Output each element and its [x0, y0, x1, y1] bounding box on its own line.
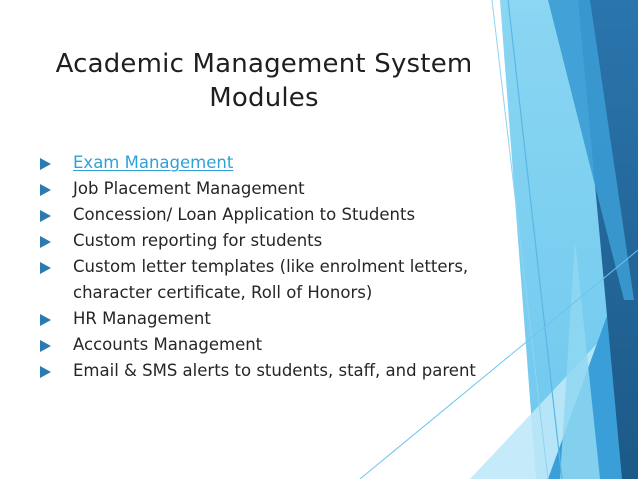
exam-management-link[interactable]: Exam Management [73, 153, 234, 172]
slide-title-line-1: Academic Management System [55, 49, 473, 79]
slide-title [40, 47, 488, 115]
bullet-item-accounts-management [40, 332, 480, 358]
bullet-text: Email & SMS alerts to students, staff, and parent [73, 361, 476, 380]
bullet-item-custom-reporting [40, 228, 480, 254]
bullet-arrow-icon [40, 210, 51, 222]
bullet-item-exam-management[interactable] [40, 150, 480, 176]
bullet-text: Custom reporting for students [73, 231, 323, 250]
bullet-text-line-1: Custom letter templates (like enrolment letters, [73, 257, 469, 276]
bullet-item-concession-loan [40, 202, 480, 228]
slide-title-line-2: Modules [209, 83, 319, 113]
bullet-arrow-icon [40, 158, 51, 170]
bullet-text: Accounts Management [73, 335, 263, 354]
bullet-arrow-icon [40, 184, 51, 196]
bullet-arrow-icon [40, 366, 51, 378]
bullet-item-job-placement [40, 176, 480, 202]
bullet-item-email-sms-alerts [40, 358, 480, 384]
bullet-arrow-icon [40, 314, 51, 326]
module-bullet-list [40, 150, 480, 384]
bullet-arrow-icon [40, 262, 51, 274]
bullet-arrow-icon [40, 340, 51, 352]
bullet-text: Job Placement Management [73, 179, 305, 198]
bullet-text-line-2: character certificate, Roll of Honors) [73, 283, 373, 302]
bullet-item-custom-letter-templates [40, 254, 480, 306]
bullet-item-hr-management [40, 306, 480, 332]
bullet-text: Concession/ Loan Application to Students [73, 205, 416, 224]
bullet-text: HR Management [73, 309, 211, 328]
bullet-arrow-icon [40, 236, 51, 248]
